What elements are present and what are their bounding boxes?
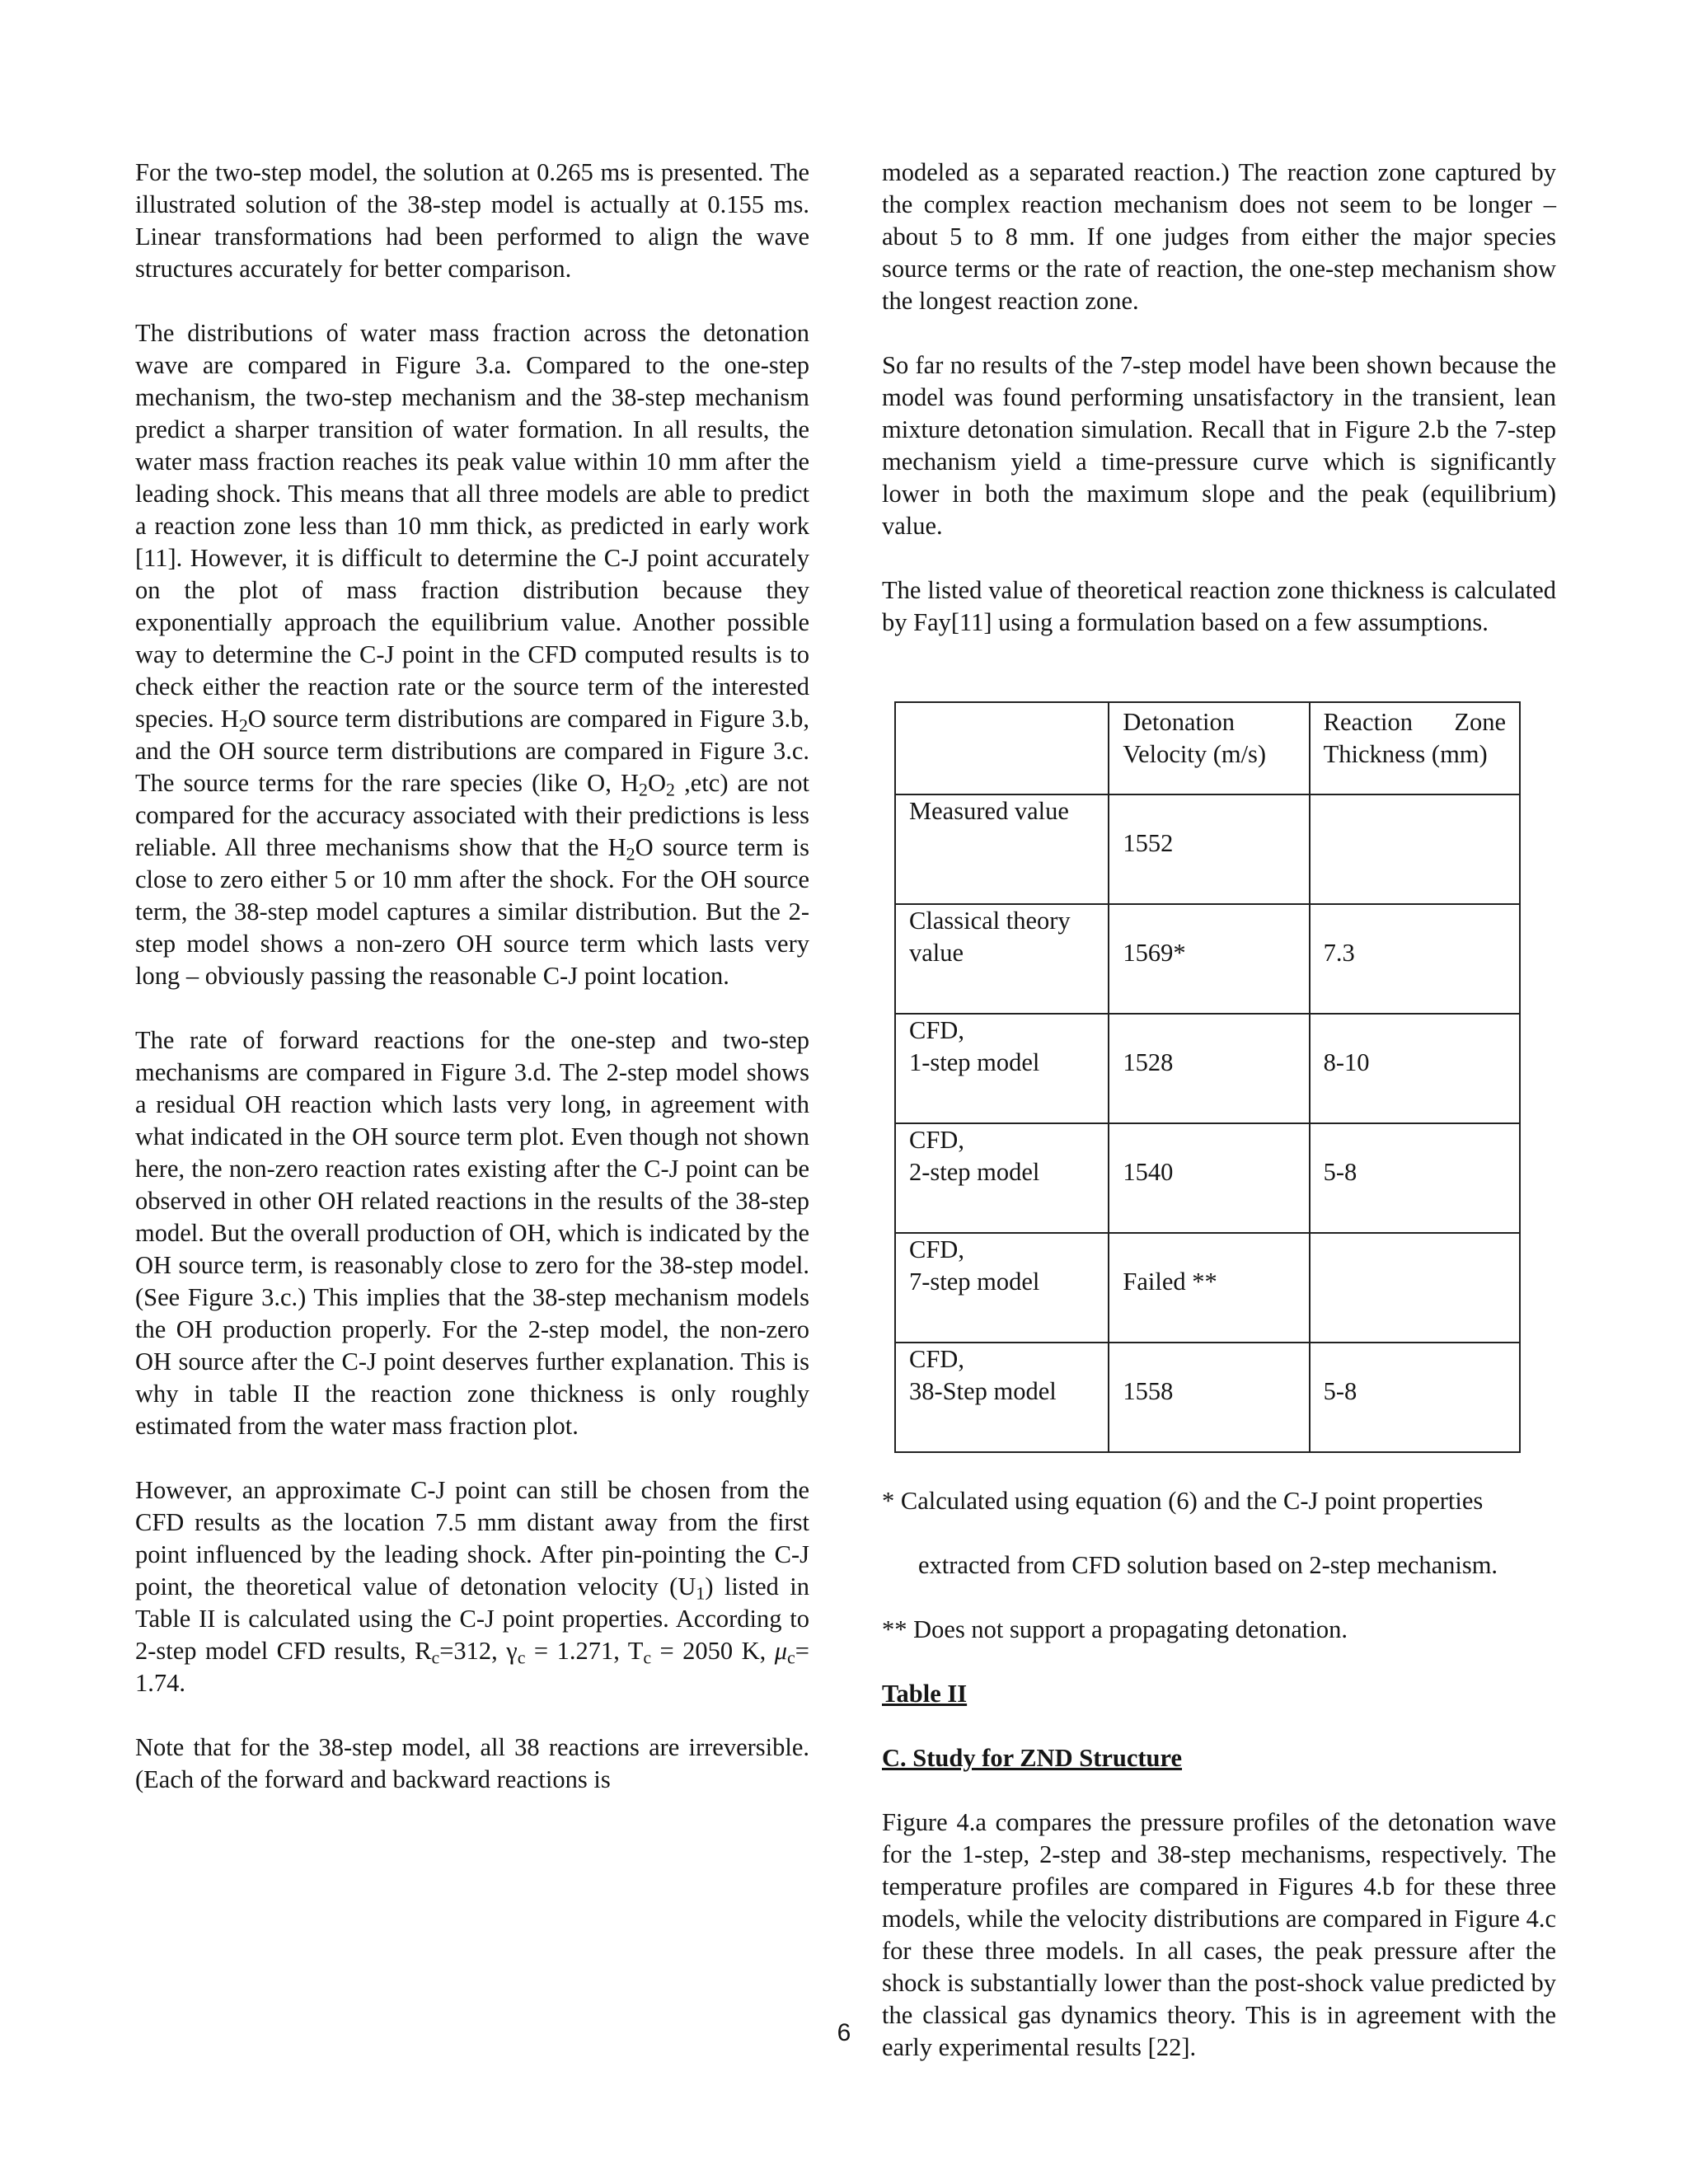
- table-row: [895, 904, 1520, 1014]
- table-cell-velocity: 1552: [1109, 794, 1309, 904]
- right-column: [882, 157, 1556, 2096]
- table-cell-thickness: 5-8: [1310, 1123, 1520, 1233]
- table-header-row: [895, 702, 1520, 794]
- paragraph: modeled as a separated reaction.) The reaction zone captured by the complex reaction mechanism does not seem to be longer – about 5 to 8 mm. If one judges from either the major species source terms or the rate of reaction, the one-step mechanism show the longest reaction zone.: [882, 158, 1556, 315]
- left-column: [135, 157, 809, 1828]
- table-cell-thickness: [1310, 794, 1520, 904]
- table-cell-thickness: 5-8: [1310, 1343, 1520, 1452]
- section-heading: C. Study for ZND Structure: [882, 1744, 1183, 1772]
- page-number: 6: [837, 2019, 851, 2046]
- table-header-cell: [895, 702, 1109, 794]
- table-footnote: extracted from CFD solution based on 2-step mechanism.: [918, 1551, 1498, 1579]
- table-cell-velocity: 1540: [1109, 1123, 1309, 1233]
- paragraph-cj-point: However, an approximate C-J point can still be chosen from the CFD results as the location 7.5 mm distant away from the first point influenced by the leading shock. After pin-pointing the C-J point, the theoretical value of detonation velocity $(U_1)$ listed in Table II is calculated using the C-J point properties. According to 2-step model CFD results, $R_c=312$, $\gamma_c = 1.271$, $T_c = 2050$ K, $\mu_c= 1.74$.: [135, 1476, 809, 1697]
- table-cell-velocity: 1528: [1109, 1014, 1309, 1123]
- paragraph: For the two-step model, the solution at 0.265 ms is presented. The illustrated solution of the 38-step model is actually at 0.155 ms. Linear transformations had been performed to align the wave structures accurately for better comparison.: [135, 158, 809, 283]
- table-header-cell: Detonation Velocity (m/s): [1109, 702, 1309, 794]
- table-footnote: * Calculated using equation (6) and the C-J point properties: [882, 1487, 1484, 1515]
- table-footnote: ** Does not support a propagating detonation.: [882, 1615, 1348, 1643]
- paragraph-water-mass-fraction: The distributions of water mass fraction across the detonation wave are compared in Figure 3.a. Compared to the one-step mechanism, the two-step mechanism and the 38-step mechanism predict a sharper transition of water formation. In all results, the water mass fraction reaches its peak value within 10 mm after the leading shock. This means that all three models are able to predict a reaction zone less than 10 mm thick, as predicted in early work [11]. However, it is difficult to determine the C-J point accurately on the plot of mass fraction distribution because they exponentially approach the equilibrium value. Another possible way to determine the C-J point in the CFD computed results is to check either the reaction rate or the source term of the interested species. $H_2O$ source term distributions are compared in Figure 3.b, and the OH source term distributions are compared in Figure 3.c. The source terms for the rare species (like O, $H_2O_2$ ,etc) are not compared for the accuracy associated with their predictions is less reliable. All three mechanisms show that the $H_2O$ source term is close to zero either 5 or 10 mm after the shock. For the OH source term, the 38-step model captures a similar distribution. But the 2-step model shows a non-zero OH source term which lasts very long – obviously passing the reasonable C-J point location.: [135, 319, 809, 990]
- table-cell-velocity: 1569*: [1109, 904, 1309, 1014]
- paragraph: The rate of forward reactions for the one-step and two-step mechanisms are compared in Figure 3.d. The 2-step model shows a residual OH reaction which lasts very long, in agreement with what indicated in the OH source term plot. Even though not shown here, the non-zero reaction rates existing after the C-J point can be observed in other OH related reactions in the results of the 38-step model. But the overall production of OH, which is indicated by the OH source term, is reasonably close to zero for the 38-step model. (See Figure 3.c.) This implies that the 38-step mechanism models the OH production properly. For the 2-step model, the non-zero OH source after the C-J point deserves further explanation. This is why in table II the reaction zone thickness is only roughly estimated from the water mass fraction plot.: [135, 1026, 809, 1440]
- table-row: [895, 1123, 1520, 1233]
- paragraph: Figure 4.a compares the pressure profiles of the detonation wave for the 1-step, 2-step and 38-step mechanisms, respectively. The temperature profiles are compared in Figures 4.b for these three models, while the velocity distributions are compared in Figure 4.c for these three models. In all cases, the peak pressure after the shock is substantially lower than the post-shock value predicted by the classical gas dynamics theory. This is in agreement with the early experimental results [22].: [882, 1808, 1556, 2061]
- table-row-label: CFD, 7-step model: [895, 1233, 1109, 1343]
- table-cell-thickness: 7.3: [1310, 904, 1520, 1014]
- paragraph: Note that for the 38-step model, all 38 reactions are irreversible. (Each of the forward and backward reactions is: [135, 1733, 809, 1793]
- table-cell-thickness: 8-10: [1310, 1014, 1520, 1123]
- table-row: [895, 1014, 1520, 1123]
- table-cell-velocity: Failed **: [1109, 1233, 1309, 1343]
- table-row-label: CFD, 1-step model: [895, 1014, 1109, 1123]
- table-row: [895, 1343, 1520, 1452]
- paragraph: The listed value of theoretical reaction zone thickness is calculated by Fay[11] using a formulation based on a few assumptions.: [882, 576, 1556, 636]
- table-header-cell: Reaction Zone Thickness (mm): [1310, 702, 1520, 794]
- paragraph: So far no results of the 7-step model have been shown because the model was found performing unsatisfactory in the transient, lean mixture detonation simulation. Recall that in Figure 2.b the 7-step mechanism yield a time-pressure curve which is significantly lower in both the maximum slope and the peak (equilibrium) value.: [882, 351, 1556, 540]
- results-table: [894, 701, 1521, 1453]
- table-row-label: Classical theory value: [895, 904, 1109, 1014]
- table-row: [895, 1233, 1520, 1343]
- table-row: [895, 794, 1520, 904]
- table-cell-thickness: [1310, 1233, 1520, 1343]
- table-caption: Table II: [882, 1680, 968, 1708]
- table-cell-velocity: 1558: [1109, 1343, 1309, 1452]
- table-row-label: Measured value: [895, 794, 1109, 904]
- table-row-label: CFD, 2-step model: [895, 1123, 1109, 1233]
- table-row-label: CFD, 38-Step model: [895, 1343, 1109, 1452]
